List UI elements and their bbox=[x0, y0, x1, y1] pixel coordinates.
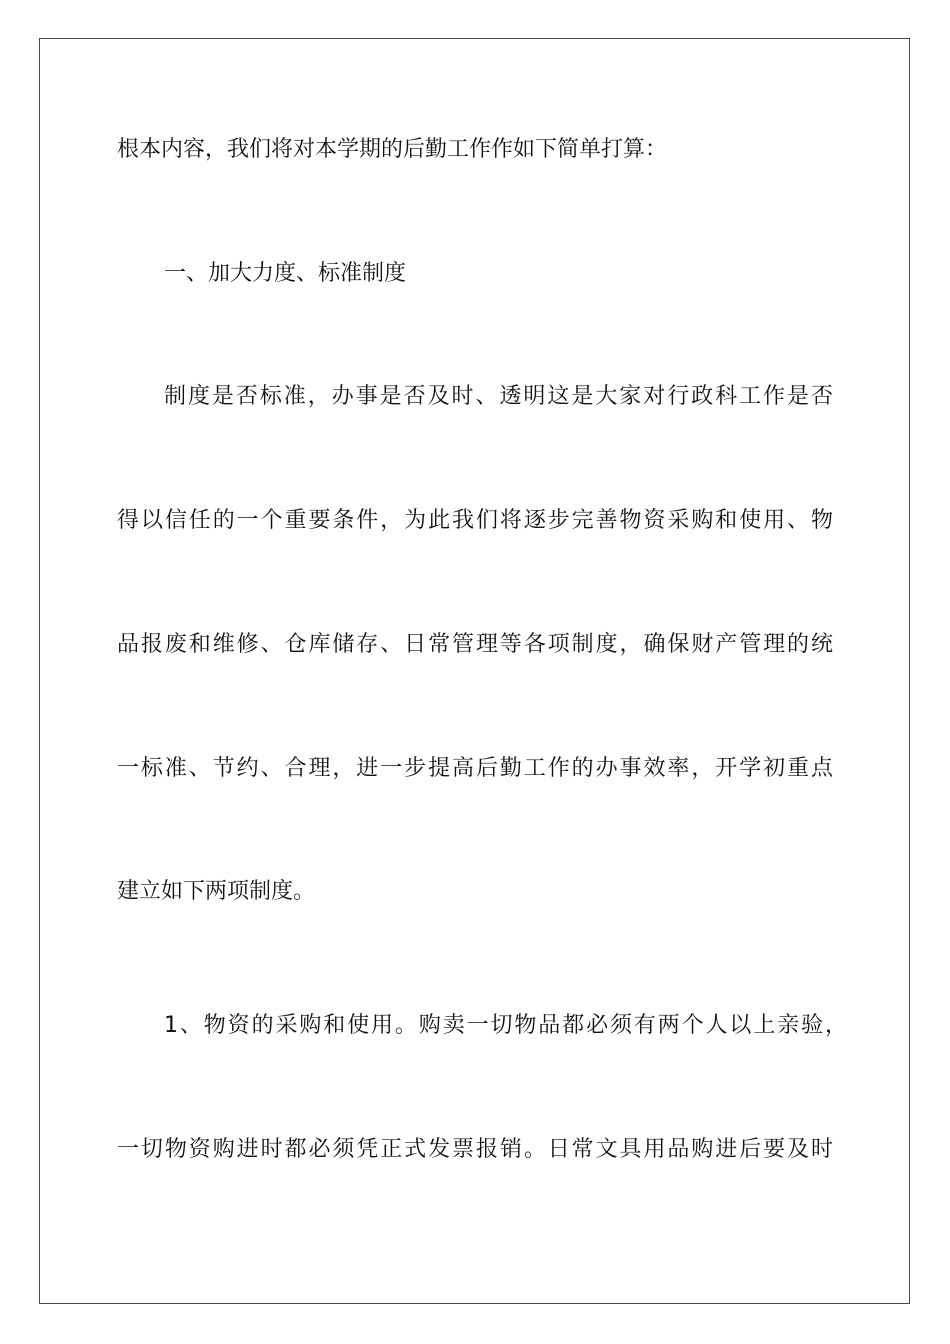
section-heading: 一、加大力度、标准制度 bbox=[164, 261, 407, 286]
paragraph-line-3: 得以信任的一个重要条件，为此我们将逐步完善物资采购和使用、物 bbox=[117, 508, 833, 533]
page-border bbox=[39, 38, 910, 1304]
list-item-1-line-1: 1、物资的采购和使用。购卖一切物品都必须有两个人以上亲验， bbox=[164, 1013, 847, 1038]
paragraph-line-4: 品报废和维修、仓库储存、日常管理等各项制度，确保财产管理的统 bbox=[117, 632, 833, 657]
paragraph-line-1: 根本内容，我们将对本学期的后勤工作作如下简单打算： bbox=[117, 137, 668, 162]
paragraph-line-2: 制度是否标准，办事是否及时、透明这是大家对行政科工作是否 bbox=[164, 384, 833, 409]
list-item-1-line-2: 一切物资购进时都必须凭正式发票报销。日常文具用品购进后要及时 bbox=[117, 1137, 833, 1162]
paragraph-line-6: 建立如下两项制度。 bbox=[117, 879, 316, 904]
paragraph-line-5: 一标准、节约、合理，进一步提高后勤工作的办事效率，开学初重点 bbox=[117, 756, 833, 781]
